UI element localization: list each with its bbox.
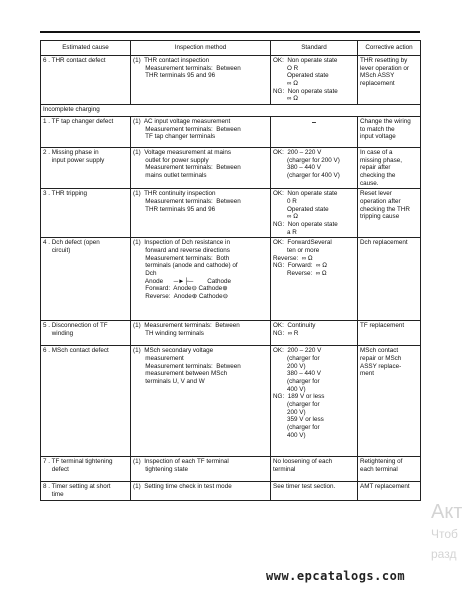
cause-cell-line: circuit) [43, 247, 71, 255]
action-cell-line: missing phase, [360, 156, 402, 164]
header-inspection-method: Inspection method [131, 41, 271, 56]
standard-cell-line: See timer test section. [273, 483, 336, 491]
method-cell-line: measurement between MSch [133, 370, 228, 378]
standard-cell-line: NG: 189 V or less [273, 393, 325, 401]
cause-cell-line: 8 . Timer setting at short [43, 483, 111, 491]
method-cell [131, 148, 271, 189]
table-row [41, 482, 421, 501]
action-cell-line: replacement [360, 80, 395, 88]
method-cell-line: Dch [133, 270, 157, 278]
header-row [41, 41, 421, 56]
action-cell-line: cause. [360, 179, 379, 187]
standard-cell [271, 321, 358, 346]
action-cell-line: repair after [360, 164, 391, 172]
action-cell-line: Retightening of [360, 458, 403, 466]
action-cell-line: THR resetting by [360, 57, 408, 64]
table-row [41, 238, 421, 321]
method-cell-line: TH winding terminals [133, 330, 204, 338]
cause-cell-line: defect [43, 466, 69, 474]
method-cell [131, 238, 271, 321]
cause-cell [41, 457, 131, 482]
method-cell-line: Forward: Anode⊖ Cathode⊕ [133, 285, 228, 293]
action-cell-line: ment [360, 370, 374, 378]
standard-cell-line: 380 – 440 V [273, 370, 321, 378]
table-row [41, 56, 421, 105]
standard-cell [271, 346, 358, 457]
action-cell-line: each terminal [360, 466, 398, 474]
cause-cell [41, 238, 131, 321]
standard-cell-line: OK: Continuity [273, 322, 316, 330]
cause-cell-line: input power supply [43, 156, 105, 164]
action-cell [358, 346, 421, 457]
header-corrective-action: Corrective action [358, 41, 421, 56]
standard-cell-line: O R [273, 64, 299, 72]
table-row [41, 346, 421, 457]
action-cell-line: tripping cause [360, 213, 400, 221]
header-estimated-cause: Estimated cause [41, 41, 131, 56]
standard-cell [271, 482, 358, 501]
method-cell-line: Reverse: Anode⊕ Cathode⊖ [133, 293, 228, 301]
method-cell [131, 482, 271, 501]
standard-cell-line: (charger for 200 V) [273, 156, 340, 164]
standard-cell-line: Operated state [273, 205, 329, 213]
action-cell-line: Dch replacement [360, 239, 408, 247]
action-cell-line: MSch contact [360, 347, 399, 355]
standard-cell-line: 0 R [273, 198, 297, 206]
standard-cell-line: 400 V) [273, 431, 306, 439]
table-row [41, 457, 421, 482]
standard-cell-line: 200 V) [273, 408, 306, 416]
cause-cell-line: 1 . TF tap changer defect [43, 118, 114, 126]
cause-cell [41, 321, 131, 346]
method-cell [131, 117, 271, 148]
cause-cell [41, 56, 131, 105]
cause-cell-line: 3 . THR tripping [43, 190, 87, 198]
method-cell [131, 189, 271, 238]
standard-cell-line: NG: Non operate state [273, 87, 338, 95]
standard-cell [271, 457, 358, 482]
header-standard: Standard [271, 41, 358, 56]
standard-cell-line: – [311, 118, 317, 128]
table-row [41, 189, 421, 238]
method-cell-line: (1) Voltage measurement at mains [133, 149, 231, 157]
method-cell-line: (1) THR contact inspection [133, 57, 210, 64]
standard-cell-line: (charger for [273, 355, 320, 363]
cause-cell-line: 4 . Dch defect (open [43, 239, 100, 247]
cause-cell [41, 117, 131, 148]
standard-cell [271, 117, 358, 148]
section-label: Incomplete charging [41, 105, 421, 117]
cause-cell [41, 482, 131, 501]
method-cell [131, 321, 271, 346]
method-cell-line: Measurement terminals: Both [133, 254, 230, 262]
method-cell-line: TF tap changer terminals [133, 133, 216, 141]
table-row [41, 148, 421, 189]
method-cell-line: (1) Measurement terminals: Between [133, 322, 240, 330]
action-cell-line: lever operation or [360, 64, 410, 72]
method-cell-line: terminals (anode and cathode) of [133, 262, 238, 270]
action-cell-line: AMT replacement [360, 483, 410, 491]
watermark-line-1: Акт [431, 501, 462, 523]
method-cell-line: (1) AC input voltage measurement [133, 118, 231, 126]
standard-cell-line: OK: 200 – 220 V [273, 149, 322, 157]
standard-cell-line: 359 V or less [273, 416, 324, 424]
standard-cell [271, 148, 358, 189]
standard-cell-line: (charger for 400 V) [273, 172, 340, 180]
cause-cell-line: 6 . MSch contact defect [43, 347, 109, 355]
standard-cell-line: 380 – 440 V [273, 164, 321, 172]
cause-cell [41, 148, 131, 189]
watermark-line-2: Чтоб [431, 527, 458, 541]
standard-cell-line: 200 V) [273, 362, 306, 370]
standard-cell [271, 238, 358, 321]
action-cell-line: to match the [360, 125, 395, 133]
standard-cell-line: (charger for [273, 401, 320, 409]
method-cell-line: mains outlet terminals [133, 172, 207, 180]
method-cell-line: Anode ─►├─ Cathode [133, 277, 232, 285]
cause-cell [41, 189, 131, 238]
action-cell [358, 148, 421, 189]
method-cell [131, 346, 271, 457]
standard-cell-line: No loosening of each [273, 458, 333, 466]
standard-cell-line: Reverse: ∞ Ω [273, 270, 327, 278]
action-cell-line: Reset lever [360, 190, 392, 198]
action-cell-line: Change the wiring [360, 118, 411, 126]
cause-cell-line: 7 . TF terminal tightening [43, 458, 113, 466]
method-cell-line: Measurement terminals: Between [133, 362, 241, 370]
method-cell-line: (1) THR continuity inspection [133, 190, 216, 198]
troubleshooting-table [40, 40, 421, 501]
action-cell-line: MSch ASSY [360, 72, 395, 80]
method-cell-line: Measurement terminals: Between [133, 164, 241, 172]
method-cell-line: (1) Inspection of Dch resistance in [133, 239, 230, 247]
method-cell [131, 56, 271, 105]
action-cell-line: input voltage [360, 133, 396, 141]
standard-cell-line: ten or more [273, 247, 320, 255]
standard-cell-line: OK: ForwardSeveral [273, 239, 332, 247]
action-cell [358, 482, 421, 501]
method-cell-line: (1) MSch secondary voltage [133, 347, 214, 355]
action-cell [358, 189, 421, 238]
standard-cell-line: ∞ Ω [273, 213, 298, 221]
cause-cell-line: 2 . Missing phase in [43, 149, 99, 157]
method-cell-line: THR terminals 95 and 96 [133, 205, 216, 213]
standard-cell-line: NG: Forward: ∞ Ω [273, 262, 327, 270]
action-cell-line: ASSY replace- [360, 362, 402, 370]
action-cell-line: checking the THR [360, 205, 410, 213]
section-row [41, 105, 421, 117]
standard-cell [271, 56, 358, 105]
standard-cell-line: OK: Non operate state [273, 57, 338, 64]
standard-cell-line: OK: Non operate state [273, 190, 338, 198]
action-cell-line: TF replacement [360, 322, 405, 330]
action-cell [358, 117, 421, 148]
cause-cell-line: 6 . THR contact defect [43, 57, 106, 64]
standard-cell-line: OK: 200 – 220 V [273, 347, 322, 355]
action-cell-line: operation after [360, 198, 401, 206]
cause-cell-line: time [43, 491, 64, 499]
site-url[interactable]: www.epcatalogs.com [266, 569, 406, 583]
standard-cell-line: ∞ Ω [273, 80, 298, 88]
action-cell-line: In case of a [360, 149, 393, 157]
method-cell-line: Measurement terminals: Between [133, 198, 241, 206]
method-cell-line: THR terminals 95 and 96 [133, 72, 216, 80]
method-cell-line: (1) Setting time check in test mode [133, 483, 232, 491]
standard-cell-line: a R [273, 228, 297, 236]
cause-cell-line: 5 . Disconnection of TF [43, 322, 108, 330]
standard-cell-line: NG: ∞ R [273, 330, 299, 338]
table-row [41, 117, 421, 148]
cause-cell-line: winding [43, 330, 74, 338]
method-cell-line: measurement [133, 355, 184, 363]
method-cell-line: forward and reverse directions [133, 247, 230, 255]
method-cell-line: terminals U, V and W [133, 378, 205, 386]
action-cell [358, 56, 421, 105]
watermark-line-3: разд [431, 547, 457, 561]
standard-cell-line: (charger for [273, 424, 320, 432]
top-rule [40, 31, 420, 33]
method-cell-line: outlet for power supply [133, 156, 209, 164]
method-cell-line: (1) Inspection of each TF terminal [133, 458, 229, 466]
action-cell [358, 457, 421, 482]
standard-cell-line: (charger for [273, 378, 320, 386]
standard-cell-line: 400 V) [273, 385, 306, 393]
standard-cell-line: NG: Non operate state [273, 221, 338, 229]
standard-cell-line: Reverse: ∞ Ω [273, 254, 313, 262]
standard-cell [271, 189, 358, 238]
standard-cell-line: terminal [273, 466, 296, 474]
method-cell-line: tightening state [133, 466, 188, 474]
table-row [41, 321, 421, 346]
action-cell-line: repair or MSch [360, 355, 402, 363]
standard-cell-line: Operated state [273, 72, 329, 80]
action-cell [358, 238, 421, 321]
standard-cell-line: ∞ Ω [273, 95, 298, 103]
method-cell-line: Measurement terminals: Between [133, 64, 241, 72]
action-cell [358, 321, 421, 346]
cause-cell [41, 346, 131, 457]
method-cell-line: Measurement terminals: Between [133, 125, 241, 133]
method-cell [131, 457, 271, 482]
action-cell-line: checking the [360, 172, 396, 180]
